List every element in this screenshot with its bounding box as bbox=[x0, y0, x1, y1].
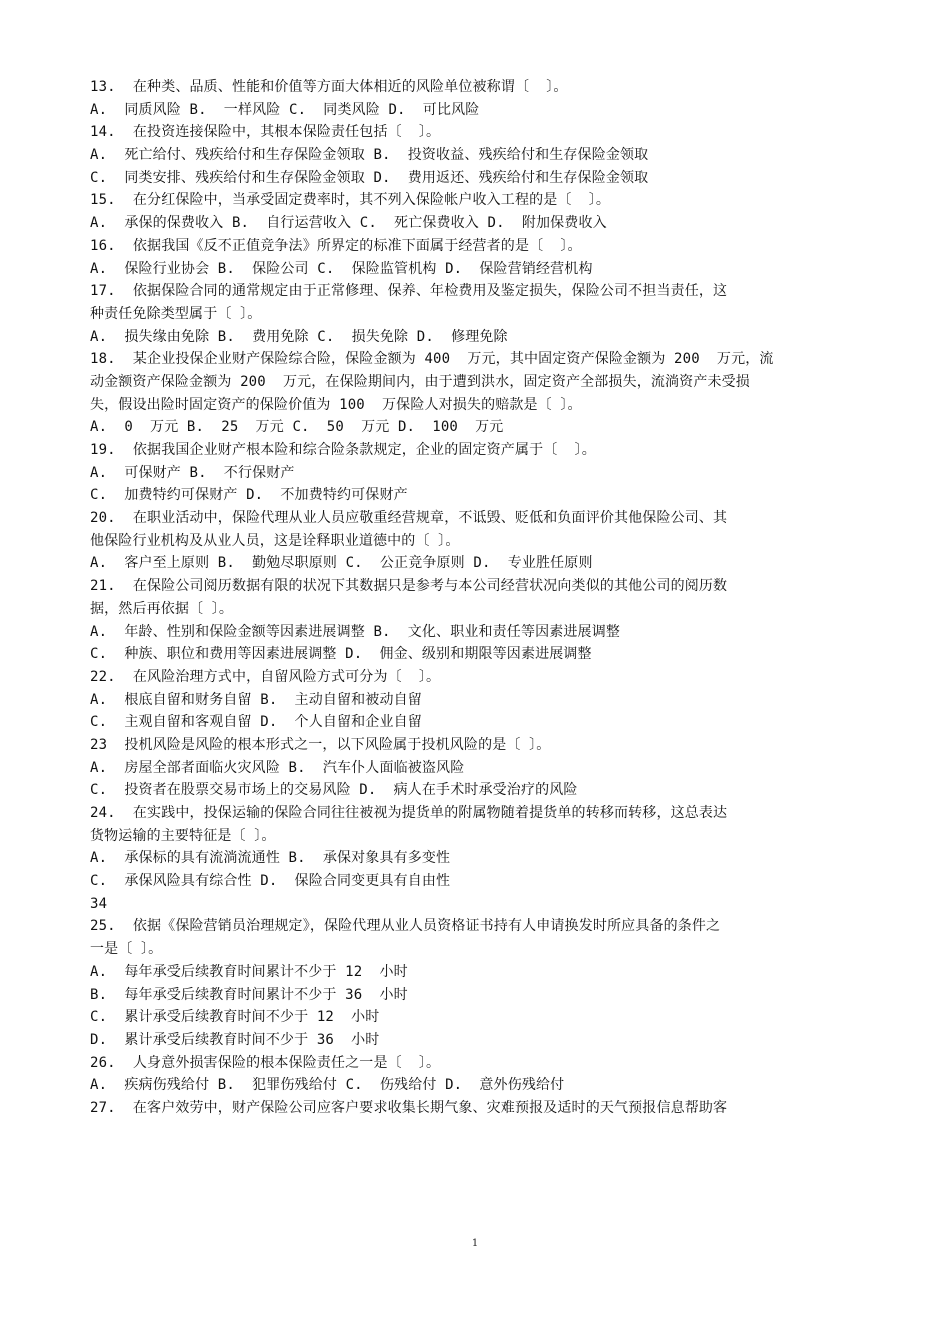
text-line: 25. 依据《保险营销员治理规定》，保险代理从业人员资格证书持有人申请换发时所应具备的条件之 bbox=[90, 918, 721, 935]
text-line: 种责任免除类型属于〔 〕。 bbox=[90, 305, 262, 322]
text-line: C. 同类安排、残疾给付和生存保险金领取 D. 费用返还、残疾给付和生存保险金领取 bbox=[90, 169, 649, 186]
text-line: C. 累计承受后续教育时间不少于 12 小时 bbox=[90, 1009, 380, 1026]
text-line: 据，然后再依据〔 〕。 bbox=[90, 600, 234, 617]
text-line: 动金额资产保险金额为 200 万元，在保险期间内，由于遭到洪水，固定资产全部损失，流淌资产未受损 bbox=[90, 373, 750, 390]
text-line: A. 死亡给付、残疾给付和生存保险金领取 B. 投资收益、残疾给付和生存保险金领取 bbox=[90, 147, 649, 164]
text-line: C. 承保风险具有综合性 D. 保险合同变更具有自由性 bbox=[90, 873, 451, 890]
text-line: 15. 在分红保险中，当承受固定费率时，其不列入保险帐户收入工程的是〔 〕。 bbox=[90, 192, 610, 209]
text-line: 34 bbox=[90, 895, 108, 912]
text-line: A. 同质风险 B. 一样风险 C. 同类风险 D. 可比风险 bbox=[90, 101, 480, 118]
text-line: A. 承保的保费收入 B. 自行运营收入 C. 死亡保费收入 D. 附加保费收入 bbox=[90, 215, 607, 232]
text-line: A. 客户至上原则 B. 勤勉尽职原则 C. 公正竞争原则 D. 专业胜任原则 bbox=[90, 555, 593, 572]
text-line: 21. 在保险公司阅历数据有限的状况下其数据只是参考与本公司经营状况向类似的其他公司的阅历数 bbox=[90, 578, 728, 595]
text-line: A. 疾病伤残给付 B. 犯罪伤残给付 C. 伤残给付 D. 意外伤残给付 bbox=[90, 1077, 565, 1094]
text-line: A. 房屋全部者面临火灾风险 B. 汽车仆人面临被盗风险 bbox=[90, 759, 465, 776]
text-line: 失，假设出险时固定资产的保险价值为 100 万保险人对损失的赔款是〔 〕。 bbox=[90, 396, 582, 413]
text-line: 20. 在职业活动中，保险代理从业人员应敬重经营规章，不诋毁、贬低和负面评价其他保险公司、其 bbox=[90, 510, 728, 527]
text-line: 23 投机风险是风险的根本形式之一，以下风险属于投机风险的是〔 〕。 bbox=[90, 736, 551, 753]
text-line: 17. 依据保险合同的通常规定由于正常修理、保养、年检费用及鉴定损失，保险公司不担当责任，这 bbox=[90, 283, 728, 300]
text-line: C. 加费特约可保财产 D. 不加费特约可保财产 bbox=[90, 487, 408, 504]
text-line: D. 累计承受后续教育时间不少于 36 小时 bbox=[90, 1031, 380, 1048]
text-line: 他保险行业机构及从业人员，这是诠释职业道德中的〔 〕。 bbox=[90, 532, 460, 549]
text-line: 16. 依据我国《反不正值竞争法》所界定的标准下面属于经营者的是〔 〕。 bbox=[90, 237, 582, 254]
text-line: 货物运输的主要特征是〔 〕。 bbox=[90, 827, 276, 844]
text-line: A. 损失缘由免除 B. 费用免除 C. 损失免除 D. 修理免除 bbox=[90, 328, 508, 345]
text-line: A. 承保标的具有流淌流通性 B. 承保对象具有多变性 bbox=[90, 850, 451, 867]
text-line: A. 0 万元 B. 25 万元 C. 50 万元 D. 100 万元 bbox=[90, 419, 504, 436]
text-line: A. 根底自留和财务自留 B. 主动自留和被动自留 bbox=[90, 691, 422, 708]
text-line: 一是〔 〕。 bbox=[90, 941, 163, 958]
text-line: C. 种族、职位和费用等因素进展调整 D. 佣金、级别和期限等因素进展调整 bbox=[90, 646, 592, 663]
text-line: A. 保险行业协会 B. 保险公司 C. 保险监管机构 D. 保险营销经营机构 bbox=[90, 260, 593, 277]
page-number: 1 bbox=[471, 1238, 479, 1249]
text-line: 14. 在投资连接保险中，其根本保险责任包括〔 〕。 bbox=[90, 124, 441, 141]
text-line: B. 每年承受后续教育时间累计不少于 36 小时 bbox=[90, 986, 408, 1003]
text-line: 22. 在风险治理方式中，自留风险方式可分为〔 〕。 bbox=[90, 668, 441, 685]
text-line: C. 主观自留和客观自留 D. 个人自留和企业自留 bbox=[90, 714, 422, 731]
text-line: 13. 在种类、品质、性能和价值等方面大体相近的风险单位被称谓〔 〕。 bbox=[90, 79, 568, 95]
text-line: 18. 某企业投保企业财产保险综合险，保险金额为 400 万元，其中固定资产保险金额为 200 万元，流 bbox=[90, 351, 774, 368]
text-line: C. 投资者在股票交易市场上的交易风险 D. 病人在手术时承受治疗的风险 bbox=[90, 782, 578, 799]
text-line: 19. 依据我国企业财产根本险和综合险条款规定，企业的固定资产属于〔 〕。 bbox=[90, 442, 596, 458]
text-line: A. 年龄、性别和保险金额等因素进展调整 B. 文化、职业和责任等因素进展调整 bbox=[90, 623, 621, 640]
text-line: 24. 在实践中，投保运输的保险合同往往被视为提货单的附属物随着提货单的转移而转移，这总表达 bbox=[90, 805, 728, 821]
text-line: A. 每年承受后续教育时间累计不少于 12 小时 bbox=[90, 963, 408, 980]
text-line: 26. 人身意外损害保险的根本保险责任之一是〔 〕。 bbox=[90, 1054, 441, 1071]
text-line: A. 可保财产 B. 不行保财产 bbox=[90, 464, 295, 481]
text-line: 27. 在客户效劳中，财产保险公司应客户要求收集长期气象、灾难预报及适时的天气预报信息帮助客 bbox=[90, 1099, 728, 1116]
document-body bbox=[90, 76, 830, 1120]
